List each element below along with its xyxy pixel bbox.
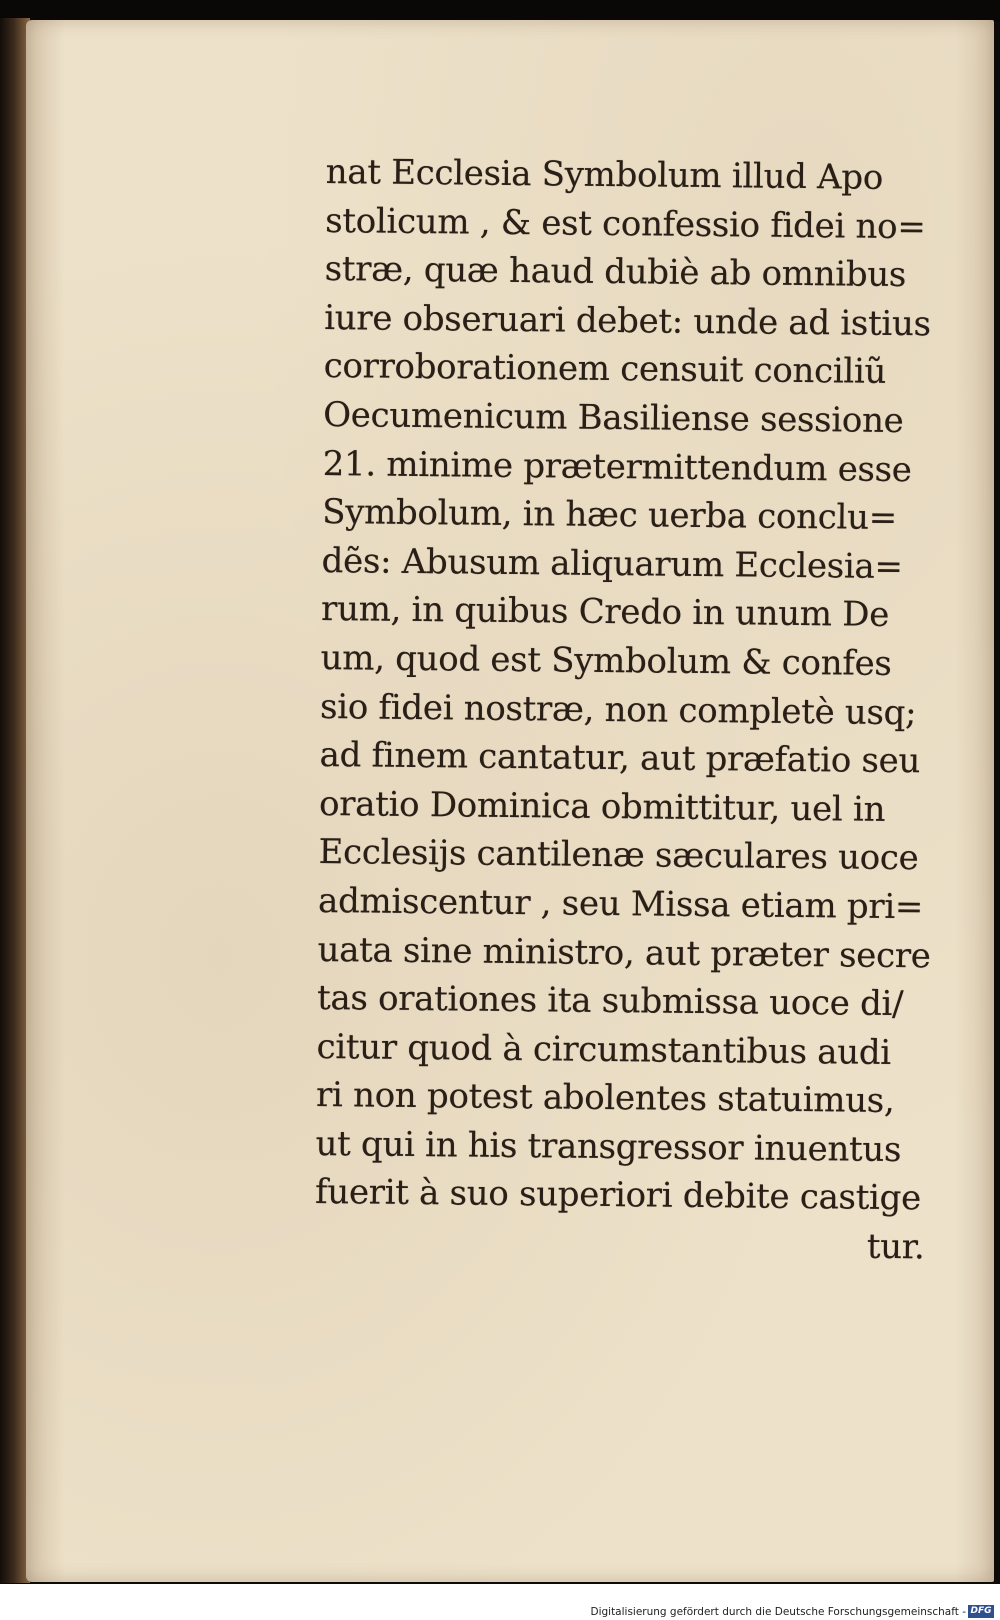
text-line: tas orationes ita submissa uoce di/	[316, 978, 904, 1025]
text-line: uata sine ministro, aut præter secre	[317, 929, 931, 976]
text-line: corroborationem censuit conciliũ	[323, 346, 887, 393]
text-line: admiscentur , seu Missa etiam pri=	[317, 880, 924, 928]
text-line: ad finem cantatur, aut præfatio seu	[319, 735, 921, 782]
funding-credit: Digitalisierung gefördert durch die Deutsche Forschungsgemeinschaft -	[590, 1606, 966, 1618]
text-line: stolicum , & est confessio fidei no=	[325, 200, 926, 247]
text-line: dẽs: Abusum aliquarum Ecclesia=	[321, 540, 903, 587]
text-line: sio fidei nostræ, non completè usq;	[319, 686, 917, 733]
text-line: Symbolum, in hæc uerba conclu=	[321, 492, 898, 539]
page-text-block	[314, 148, 966, 1272]
text-line: 21. minime prætermittendum esse	[322, 443, 912, 490]
text-line: ri non potest abolentes statuimus,	[315, 1075, 895, 1122]
text-line: nat Ecclesia Symbolum illud Apo	[325, 151, 884, 198]
text-line: ut qui in his transgressor inuentus	[315, 1123, 902, 1170]
text-line: stræ, quæ haud dubiè ab omnibus	[324, 249, 907, 296]
text-line: citur quod à circumstantibus audi	[316, 1026, 892, 1073]
scan-top-border	[0, 0, 1000, 22]
text-line: um, quod est Symbolum & confes	[320, 637, 892, 684]
text-line-final: tur.	[866, 1226, 925, 1268]
text-line: fuerit à suo superiori debite castige	[314, 1172, 922, 1219]
text-line: rum, in quibus Credo in unum De	[320, 589, 890, 636]
dfg-logo-icon: DFG	[968, 1605, 994, 1618]
book-page	[26, 20, 994, 1582]
text-line: iure obseruari debet: unde ad istius	[324, 297, 931, 345]
text-line: Oecumenicum Basiliense sessione	[322, 394, 904, 442]
text-line: oratio Dominica obmittitur, uel in	[318, 783, 886, 830]
text-line: Ecclesijs cantilenæ sæculares uoce	[318, 832, 919, 879]
